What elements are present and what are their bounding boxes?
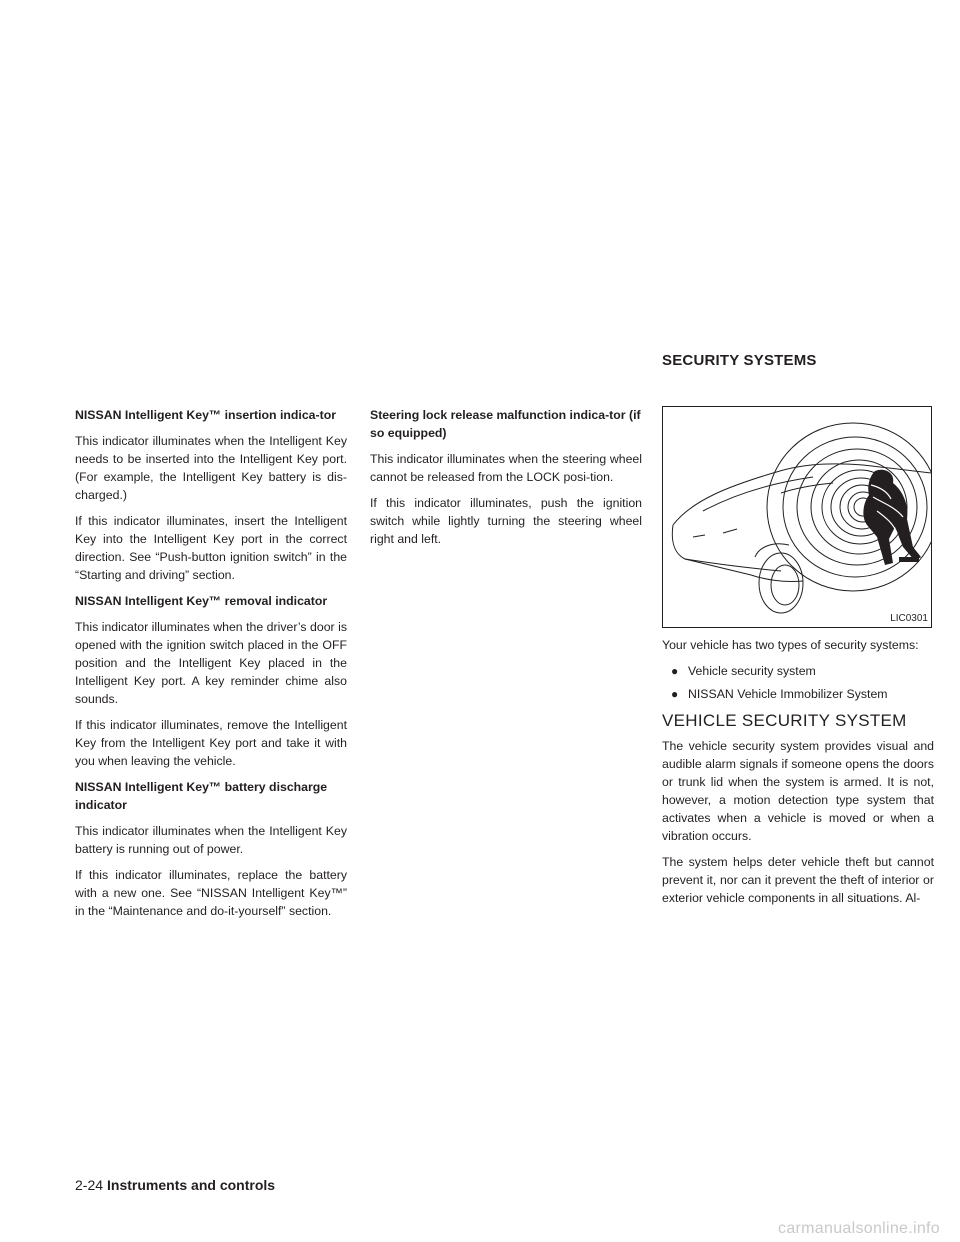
bullet-icon: ●	[671, 664, 679, 678]
removal-paragraph-2: If this indicator illuminates, remove the Intelligent Key from the Intelligent Key port and take it with you when leaving the vehicle.	[75, 718, 347, 768]
car-vibration-drawing	[663, 407, 932, 628]
section-title: SECURITY SYSTEMS	[662, 352, 817, 369]
steering-paragraph-2: If this indicator illuminates, push the ignition switch while lightly turning the steering wheel right and left.	[370, 496, 642, 546]
steering-paragraph-1: This indicator illuminates when the steering wheel cannot be released from the LOCK posi-tion.	[370, 452, 642, 484]
removal-indicator-heading: NISSAN Intelligent Key™ removal indicator	[75, 594, 328, 608]
list-item	[662, 662, 934, 680]
security-types-list	[662, 662, 934, 703]
left-column	[75, 406, 347, 928]
insertion-paragraph-1: This indicator illuminates when the Intelligent Key needs to be inserted into the Intelligent Key port. (For example, the Intelligent Key battery is dis-charged.)	[75, 434, 347, 502]
watermark: carmanualsonline.info	[778, 1220, 940, 1237]
security-illustration	[662, 406, 932, 628]
insertion-paragraph-2: If this indicator illuminates, insert the Intelligent Key into the Intelligent Key port in the correct direction. See “Push-button ignition switch” in the “Starting and driving” section.	[75, 514, 347, 582]
list-item	[662, 685, 934, 703]
chapter-title: Instruments and controls	[107, 1177, 276, 1193]
bullet-icon: ●	[671, 687, 679, 701]
removal-paragraph-1: This indicator illuminates when the driver’s door is opened with the ignition switch placed in the OFF position and the Intelligent Key placed in the Intelligent Key port. A key reminder chime also sounds.	[75, 620, 347, 706]
page-footer	[75, 1177, 275, 1193]
battery-paragraph-2: If this indicator illuminates, replace the battery with a new one. See “NISSAN Intelligent Key™” in the “Maintenance and do-it-yourself” section.	[75, 868, 347, 918]
middle-column	[370, 406, 642, 556]
insertion-indicator-heading: NISSAN Intelligent Key™ insertion indica-tor	[75, 408, 336, 422]
battery-paragraph-1: This indicator illuminates when the Intelligent Key battery is running out of power.	[75, 824, 347, 856]
battery-indicator-heading: NISSAN Intelligent Key™ battery discharge indicator	[75, 780, 328, 812]
figure-label: LIC0301	[890, 613, 928, 624]
page-number: 2-24	[75, 1177, 104, 1193]
vehicle-security-heading: VEHICLE SECURITY SYSTEM	[662, 711, 907, 730]
list-item-text: NISSAN Vehicle Immobilizer System	[688, 687, 888, 701]
security-intro: Your vehicle has two types of security systems:	[662, 638, 919, 652]
steering-lock-heading: Steering lock release malfunction indica-tor (if so equipped)	[370, 408, 641, 440]
vss-paragraph-1: The vehicle security system provides visual and audible alarm signals if someone opens the doors or trunk lid when the system is armed. It is not, however, a motion detection type system that activates when a vehicle is moved or when a vibration occurs.	[662, 739, 934, 843]
vss-paragraph-2: The system helps deter vehicle theft but cannot prevent it, nor can it prevent the theft of interior or exterior vehicle components in all situations. Al-	[662, 855, 934, 905]
list-item-text: Vehicle security system	[688, 664, 816, 678]
right-column	[662, 636, 934, 915]
